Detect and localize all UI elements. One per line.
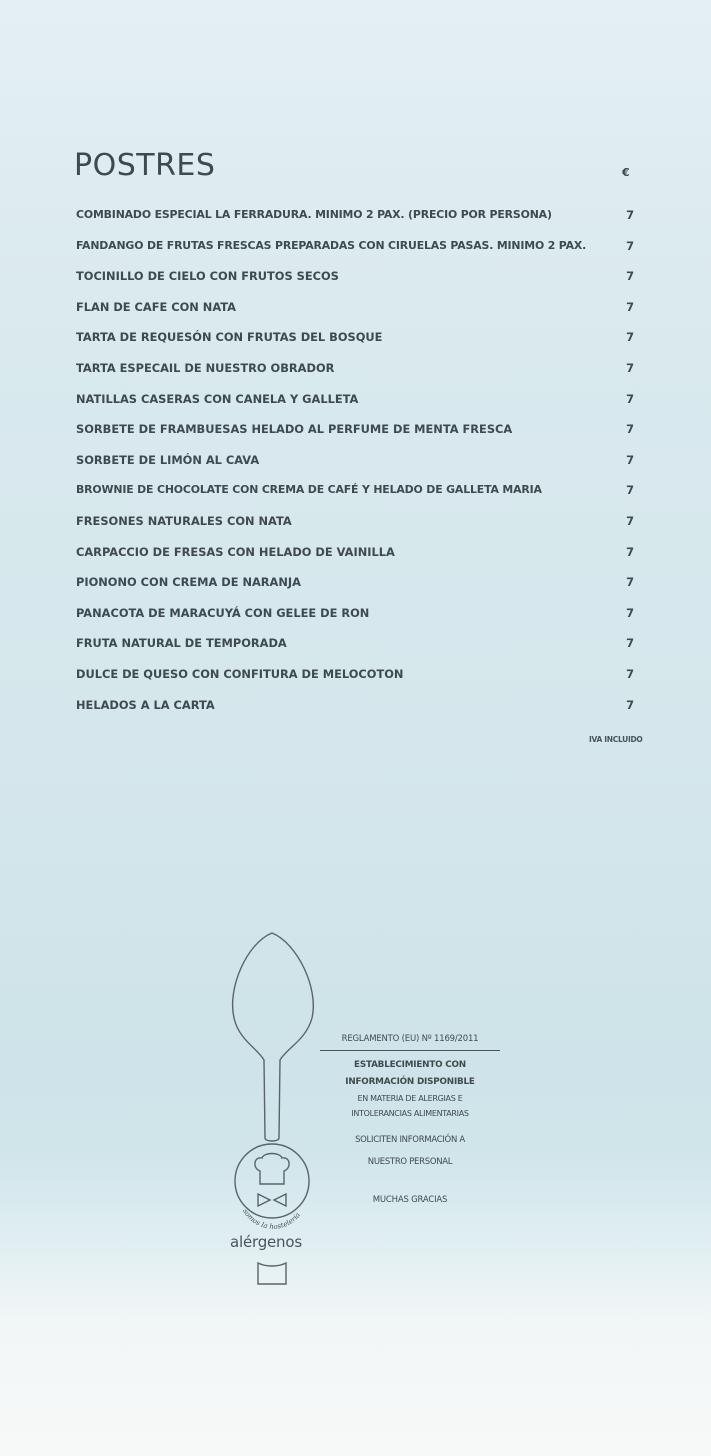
- menu-item: [76, 633, 636, 664]
- menu-item-name: FRUTA NATURAL DE TEMPORADA: [76, 636, 287, 651]
- establishment-heading: [320, 1057, 500, 1091]
- menu-item-price: 7: [626, 513, 634, 528]
- menu-item: [76, 450, 636, 481]
- menu-item: [76, 327, 636, 358]
- ask-staff-text: [320, 1129, 500, 1173]
- menu-item: [76, 542, 636, 573]
- menu-item-name: PANACOTA DE MARACUYÁ CON GELEE DE RON: [76, 605, 370, 620]
- menu-item-name: BROWNIE DE CHOCOLATE CON CREMA DE CAFÉ Y HELADO DE GALLETA MARIA: [76, 483, 542, 497]
- menu-item-price: 7: [626, 299, 634, 314]
- apron-icon: [258, 1263, 286, 1284]
- menu-item-name: PIONONO CON CREMA DE NARANJA: [76, 575, 301, 590]
- spoon-icon: [233, 933, 314, 1141]
- menu-item-name: CARPACCIO DE FRESAS CON HELADO DE VAINILLA: [76, 544, 395, 559]
- menu-item-price: 7: [626, 544, 634, 559]
- seal-circle: [235, 1144, 309, 1218]
- allergy-subject-line: INTOLERANCIAS ALIMENTARIAS: [351, 1109, 469, 1118]
- menu-item-price: 7: [626, 391, 634, 406]
- tax-note: IVA INCLUIDO: [589, 735, 643, 744]
- menu-item-price: 7: [626, 269, 634, 284]
- menu-item: [76, 419, 636, 450]
- menu-item: [76, 603, 636, 634]
- menu-item-name: FLAN DE CAFE CON NATA: [76, 299, 236, 314]
- menu-item-price: 7: [626, 238, 634, 253]
- menu-item: [76, 664, 636, 695]
- menu-item-price: 7: [626, 360, 634, 375]
- chef-hat-icon: [255, 1154, 289, 1185]
- menu-item: [76, 572, 636, 603]
- menu-item: [76, 511, 636, 542]
- ask-staff-line: NUESTRO PERSONAL: [367, 1157, 453, 1167]
- allergen-info: [320, 1032, 500, 1207]
- ask-staff-line: SOLICITEN INFORMACIÓN A: [355, 1135, 465, 1145]
- menu-item-price: 7: [626, 422, 634, 437]
- menu-item-name: NATILLAS CASERAS CON CANELA Y GALLETA: [76, 391, 359, 406]
- menu-item-price: 7: [626, 666, 634, 681]
- menu-item: [76, 297, 636, 328]
- menu-item-name: COMBINADO ESPECIAL LA FERRADURA. MINIMO 2 PAX. (PRECIO POR PERSONA): [76, 208, 552, 221]
- menu-item-name: TOCINILLO DE CIELO CON FRUTOS SECOS: [76, 269, 339, 284]
- menu-title: POSTRES: [74, 148, 216, 183]
- allergy-subject-line: EN MATERIA DE ALERGIAS E: [357, 1094, 463, 1103]
- thanks-text: MUCHAS GRACIAS: [372, 1195, 448, 1205]
- menu-item-name: TARTA ESPECAIL DE NUESTRO OBRADOR: [76, 360, 335, 375]
- menu-item-price: 7: [626, 697, 634, 712]
- menu-item-price: 7: [626, 208, 634, 222]
- menu-item-name: TARTA DE REQUESÓN CON FRUTAS DEL BOSQUE: [76, 330, 383, 345]
- regulation-reference: REGLAMENTO (EU) Nº 1169/2011: [320, 1032, 500, 1051]
- establishment-line: INFORMACIÓN DISPONIBLE: [345, 1077, 475, 1087]
- allergy-subject: [320, 1091, 500, 1121]
- menu-item: [76, 480, 636, 511]
- menu-item: [76, 236, 636, 267]
- allergen-brand: alérgenos: [230, 1233, 302, 1251]
- menu-item: [76, 695, 636, 726]
- seal-text: somos la hostelería: [241, 1207, 303, 1231]
- menu-item-name: SORBETE DE LIMÓN AL CAVA: [76, 452, 260, 467]
- bow-tie-icon: [258, 1194, 286, 1206]
- menu-item-name: FANDANGO DE FRUTAS FRESCAS PREPARADAS CON CIRUELAS PASAS. MINIMO 2 PAX.: [76, 238, 587, 252]
- menu-item-price: 7: [626, 636, 634, 651]
- menu-item: [76, 205, 636, 236]
- menu-item-price: 7: [626, 575, 634, 590]
- menu-item: [76, 358, 636, 389]
- menu-item-name: HELADOS A LA CARTA: [76, 697, 215, 712]
- menu-item-name: SORBETE DE FRAMBUESAS HELADO AL PERFUME DE MENTA FRESCA: [76, 422, 513, 437]
- menu-item: [76, 266, 636, 297]
- menu-item-price: 7: [626, 483, 634, 498]
- allergen-notice: [222, 928, 512, 1292]
- dessert-list: [76, 205, 636, 725]
- menu-item-price: 7: [626, 330, 634, 345]
- establishment-line: ESTABLECIMIENTO CON: [354, 1060, 466, 1070]
- menu-item-name: DULCE DE QUESO CON CONFITURA DE MELOCOTON: [76, 666, 404, 681]
- menu-item-name: FRESONES NATURALES CON NATA: [76, 513, 292, 528]
- menu-item: [76, 389, 636, 420]
- currency-symbol: €: [622, 166, 630, 179]
- menu-item-price: 7: [626, 605, 634, 620]
- menu-item-price: 7: [626, 452, 634, 467]
